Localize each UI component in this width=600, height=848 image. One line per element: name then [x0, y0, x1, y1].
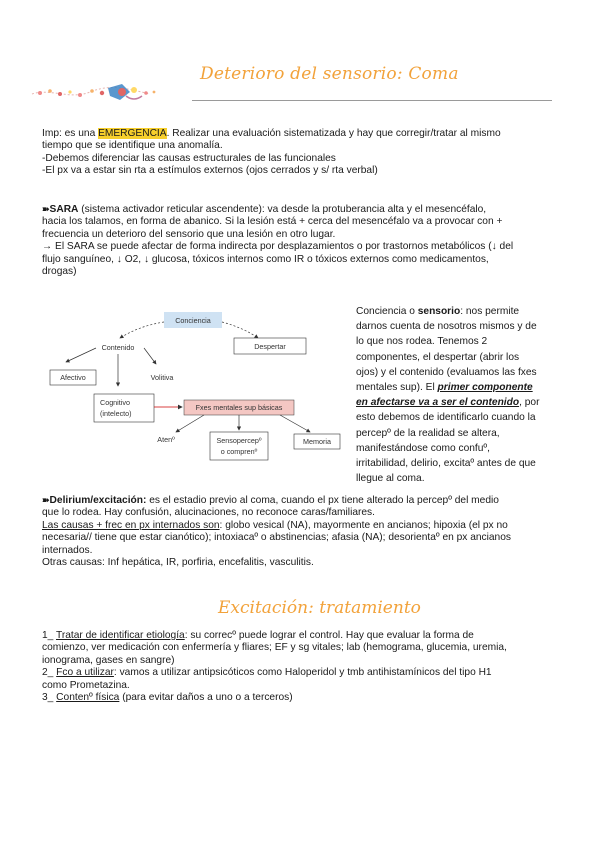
memoria-label: Memoria [303, 437, 331, 446]
intro-line3: -Debemos diferenciar las causas estructurales de las funcionales [42, 152, 336, 164]
delirium-label: Delirium/excitación: [49, 495, 147, 506]
conciencia-l7c: , por [519, 397, 540, 409]
atencion-label: Atenº [157, 435, 175, 444]
conciencia-paragraph [356, 304, 561, 486]
item2-line2: como Prometazina. [42, 679, 130, 691]
conciencia-l8: esto debemos de identificarlo cuando la [356, 412, 536, 424]
item2-label: Fco a utilizar [56, 667, 114, 679]
imp-prefix: Imp: es una [42, 128, 99, 139]
primer-componente-emphasis: primer componente [437, 382, 533, 394]
afectivo-label: Afectivo [60, 373, 86, 382]
conciencia-l10: manifestándose como confuº, [356, 442, 490, 454]
sara-line1: (sistema activador reticular ascendente): va desde la protuberancia alta y el mesencéfalo, [78, 204, 487, 215]
item2-text: : vamos a utilizar antipsicóticos como Haloperidol y tmb antihistamínicos del tipo H1 [113, 667, 492, 679]
causes-line1: : globo vesical (NA), mayormente en ancianos; hipoxia (el px no [219, 519, 508, 531]
delirium-paragraph [42, 494, 562, 569]
arrow-bullet-icon: ➽ [42, 204, 50, 214]
volitivo-label: Volitiva [150, 373, 174, 382]
cognitivo-label: Cognitivo [100, 398, 130, 407]
conciencia-l1c: : nos permite [460, 306, 520, 317]
intro-line4: -El px va a estar sin rta a estímulos externos (ojos cerrados y s/ rta verbal) [42, 165, 378, 177]
sara-paragraph [42, 203, 562, 278]
causes-line3: internados. [42, 544, 93, 556]
excitacion-list [42, 630, 562, 704]
item1-number: 1_ [42, 630, 56, 641]
conciencia-l9: percepº de la realidad se altera, [356, 427, 500, 439]
conciencia-label: Conciencia [175, 316, 211, 325]
item1-text: : su correcº puede lograr el control. Hay que evaluar la forma de [184, 630, 474, 641]
sara-label: SARA [49, 204, 79, 215]
imp-rest: . Realizar una evaluación sistematizada y hay que corregir/tratar al mismo [166, 128, 501, 139]
sensopercep-label: Sensopercepº [216, 436, 262, 445]
sensorio-bold: sensorio [417, 306, 461, 317]
item3-text: (para evitar daños a uno o a terceros) [119, 692, 293, 704]
arrow-contenido-afectivo [66, 348, 96, 362]
conciencia-l11: irritabilidad, delirio, excitaº antes de que [356, 458, 536, 470]
intelecto-label: (intelecto) [100, 409, 132, 418]
conciencia-l5: ojos) y el contenido (evaluamos las fxes [356, 366, 537, 378]
other-causes: Otras causas: Inf hepática, IR, porfiria, encefalitis, vasculitis. [42, 557, 314, 569]
causes-label: Las causas + frec en px internados son [42, 519, 220, 531]
arrow-contenido-volitivo [144, 348, 156, 364]
item3-label: Contenº física [56, 692, 120, 704]
conciencia-l1a: Conciencia o [356, 306, 418, 317]
emergency-highlight: EMERGENCIA [98, 128, 167, 139]
arrow-conciencia-despertar [222, 322, 258, 338]
sara-line5: flujo sanguíneo, ↓ O2, ↓ glucosa, tóxicos internos como IR o tóxicos externos como medicamentos, [42, 253, 489, 265]
arrow-bullet-icon: ➽ [42, 495, 50, 505]
conciencia-l6a: mentales sup). El [356, 382, 438, 394]
item1-line2: comienzo, ver medicación con enfermería y fliares; EF y sg vitales; lab (hemograma, glucemia, uremia, [42, 642, 507, 654]
contenido-emphasis: en afectarse va a ser el contenido [356, 397, 520, 409]
conciencia-l2: darnos cuenta de nosotros mismos y de [356, 321, 537, 333]
title-divider [192, 100, 552, 101]
item2-number: 2_ [42, 667, 57, 679]
floral-doodle-icon [30, 78, 160, 108]
delirium-line2: que lo rodea. Hay confusión, alucinaciones, no reconoce caras/familiares. [42, 507, 375, 519]
fxes-label: Fxes mentales sup básicas [195, 403, 283, 412]
causes-line2: necesaria// tiene que estar cianótico); intoxiacaº o abstinencias; afasia (NA); desorientaº en px ancianos [42, 532, 511, 544]
item1-line3: ionograma, gases en sangre) [42, 654, 175, 666]
item3-number: 3_ [42, 692, 57, 704]
sara-line4: → El SARA se puede afectar de forma indirecta por desplazamientos o por trastornos metabólicos (↓ del [42, 241, 514, 253]
intro-paragraph [42, 128, 562, 178]
despertar-label: Despertar [254, 342, 286, 351]
delirium-line1: es el estadio previo al coma, cuando el px tiene alterado la percepº del medio [146, 495, 499, 506]
conciencia-l4: componentes, el despertar (abrir los [356, 351, 520, 363]
arrow-fxes-memoria [280, 415, 310, 432]
section-title-excitacion: Excitación: tratamiento [218, 598, 421, 618]
comprension-label: o comprenº [220, 447, 258, 456]
arrow-fxes-atencion [176, 415, 204, 432]
item1-label: Tratar de identificar etiología [55, 630, 185, 641]
conciencia-l12: llegue al coma. [356, 473, 425, 485]
sara-line6: drogas) [42, 266, 77, 278]
contenido-label: Contenido [101, 343, 135, 352]
conciencia-l3: lo que nos rodea. Tenemos 2 [356, 336, 488, 348]
sara-line2: hacia los talamos, en forma de abanico. Si la lesión está + cerca del mesencéfalo va a provocar con + [42, 216, 503, 228]
arrow-conciencia-contenido [120, 322, 164, 338]
sara-line3: frecuencia un deterioro del sensorio que una lesión en otro lugar. [42, 228, 336, 240]
page-title: Deterioro del sensorio: Coma [200, 64, 459, 84]
imp-line2: tiempo que se identifique una anomalía. [42, 140, 223, 152]
conciencia-diagram [44, 306, 348, 466]
